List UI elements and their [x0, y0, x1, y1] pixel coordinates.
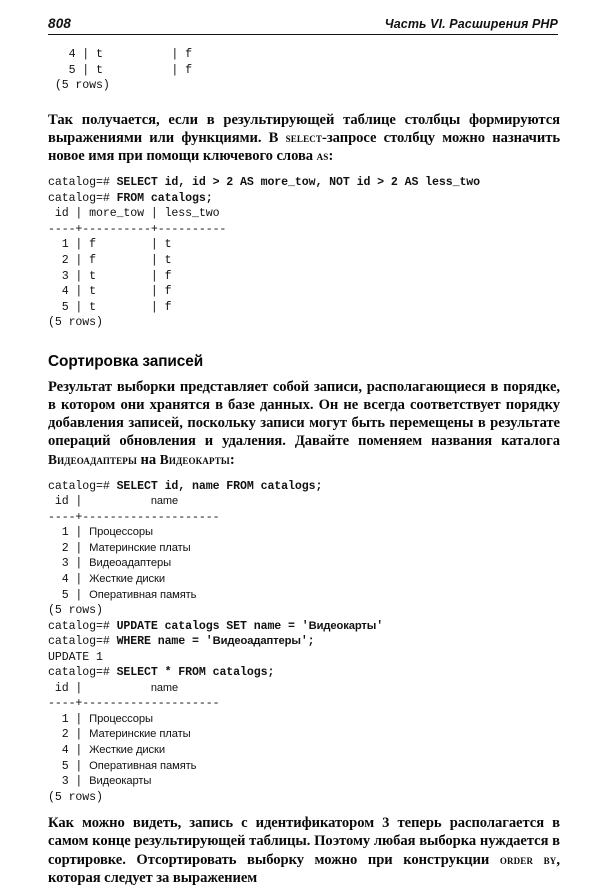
- sql-command: SELECT * FROM catalogs;: [116, 666, 275, 680]
- result-row-id: 2 |: [48, 541, 90, 555]
- result-table-header: id | more_tow | less_two: [48, 207, 220, 221]
- result-table-rule: ----+--------------------: [48, 697, 220, 711]
- inline-keyword-as: as: [316, 148, 329, 164]
- result-row-name: Видеокарты: [89, 775, 152, 788]
- shell-prompt: catalog=#: [48, 191, 117, 205]
- code-block-update: [48, 619, 560, 806]
- result-table-header: id |: [48, 495, 83, 509]
- code-block-select-as: [48, 165, 560, 330]
- sql-command: ';: [300, 635, 315, 649]
- result-column-name: name: [150, 681, 178, 694]
- result-row-name: Материнские платы: [89, 541, 191, 554]
- result-row-id: 1 |: [48, 526, 90, 540]
- code-line: 5 | t | f: [48, 63, 193, 77]
- shell-prompt: catalog=#: [48, 635, 117, 649]
- result-row-id: 2 |: [48, 728, 90, 742]
- inline-term-videocards: Видеокарты: [159, 451, 230, 467]
- result-row-id: 3 |: [48, 775, 90, 789]
- paragraph-order-by: [48, 814, 560, 887]
- result-table-header: id |: [48, 681, 83, 695]
- sql-string-value: Видеоадаптеры: [212, 635, 301, 648]
- running-head: [48, 0, 558, 35]
- paragraph-text: на: [136, 451, 160, 468]
- sql-command: WHERE name = ': [116, 635, 213, 649]
- result-table-rule: ----+----------+----------: [48, 222, 227, 236]
- result-row-name: Материнские платы: [89, 728, 191, 741]
- result-row-id: 4 |: [48, 744, 90, 758]
- shell-prompt: catalog=#: [48, 176, 117, 190]
- shell-prompt: catalog=#: [48, 666, 117, 680]
- code-block-select-name: [48, 469, 560, 619]
- paragraph-text: :: [229, 451, 235, 468]
- result-row-name: Процессоры: [89, 526, 153, 539]
- result-row-id: 5 |: [48, 759, 90, 773]
- shell-prompt: catalog=#: [48, 619, 117, 633]
- result-row-id: 4 |: [48, 573, 90, 587]
- paragraph-sorting-intro: [48, 378, 560, 469]
- paragraph-text: :: [328, 148, 334, 165]
- result-table-row: 1 | f | t: [48, 238, 172, 252]
- result-table-row: 4 | t | f: [48, 285, 172, 299]
- paragraph-text: Результат выборки представляет собой записи, располагающиеся в порядке, в котором они хранятся в базе данных. Он не всегда соответствует порядку добавления записей, поскольку записи могут быть перемещены в результате операций обновления и удаления. Давайте поменяем названия каталога: [48, 378, 560, 450]
- result-row-id: 1 |: [48, 712, 90, 726]
- sql-command: ': [376, 619, 384, 633]
- inline-keyword-order-by: order by: [499, 851, 557, 867]
- result-row-id: 5 |: [48, 588, 90, 602]
- result-table-row: 5 | t | f: [48, 300, 172, 314]
- paragraph-text: -запросе столбцу можно назначить новое имя при помощи ключевого слова: [48, 129, 561, 165]
- paragraph-aliasing: [48, 111, 560, 166]
- command-result: UPDATE 1: [48, 650, 103, 664]
- result-table-rule: ----+--------------------: [48, 510, 220, 524]
- result-row-name: Жесткие диски: [89, 744, 165, 757]
- shell-prompt: catalog=#: [48, 479, 117, 493]
- sql-command: UPDATE catalogs SET name = ': [116, 619, 309, 633]
- inline-term-videoadapters: Видеоадаптеры: [48, 451, 137, 467]
- sql-command: SELECT id, name FROM catalogs;: [116, 479, 323, 493]
- result-row-name: Видеоадаптеры: [89, 557, 172, 570]
- code-line: (5 rows): [48, 79, 110, 93]
- result-column-name: name: [150, 495, 178, 508]
- code-block-continued-result: [48, 35, 560, 94]
- result-row-count: (5 rows): [48, 604, 103, 618]
- page-number: 808: [48, 16, 72, 31]
- inline-keyword-select: select: [285, 129, 323, 145]
- result-row-count: (5 rows): [48, 790, 103, 804]
- sql-command: FROM catalogs;: [116, 191, 213, 205]
- chapter-title: Часть VI. Расширения PHP: [384, 17, 558, 31]
- section-heading: Сортировка записей: [48, 352, 204, 370]
- sql-string-value: Видеокарты: [308, 619, 377, 632]
- result-table-row: 3 | t | f: [48, 269, 172, 283]
- result-row-id: 3 |: [48, 557, 90, 571]
- result-row-count: (5 rows): [48, 316, 103, 330]
- sql-command: SELECT id, id > 2 AS more_tow, NOT id > 2 AS less_two: [116, 176, 481, 190]
- paragraph-text: Так получается, если в результирующей таблице столбцы формируются выражениями или функциями. В: [48, 111, 560, 146]
- result-table-row: 2 | f | t: [48, 253, 172, 267]
- paragraph-text: Как можно видеть, запись с идентификатором 3 теперь располагается в самом конце результирующей таблицы. Поэтому любая выборка нуждается в сортировке. Отсортировать выборку можно при конструкции: [48, 815, 560, 868]
- paragraph-text: , которая следует за выражением: [48, 851, 560, 886]
- result-row-name: Оперативная память: [89, 588, 197, 601]
- code-line: 4 | t | f: [48, 48, 193, 61]
- result-row-name: Процессоры: [89, 712, 153, 725]
- result-row-name: Жесткие диски: [89, 573, 165, 586]
- result-row-name: Оперативная память: [89, 759, 197, 772]
